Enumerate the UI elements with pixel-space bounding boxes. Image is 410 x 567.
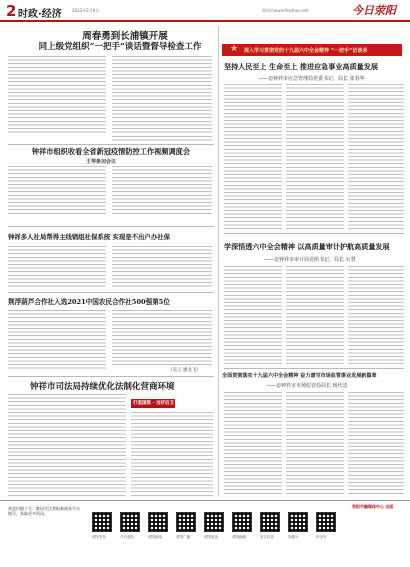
right-article2-subtitle: ——访钟祥市审计局党组书记、局长 石慧 — [264, 257, 356, 263]
qr-code[interactable] — [120, 512, 140, 532]
article3-title: 钟祥多人社局帮得主线销组社保系统 实现是不出户办社保 — [8, 233, 170, 241]
qr-code[interactable] — [92, 512, 112, 532]
divider — [224, 368, 404, 369]
right-article1-col2 — [286, 84, 344, 230]
right-article1-col1 — [224, 84, 282, 230]
qr-code[interactable] — [260, 512, 280, 532]
star-icon: ★ — [230, 44, 239, 54]
header-website: 郑州市www.fenzhou.net — [262, 8, 309, 13]
article2-body-col2 — [112, 166, 212, 216]
right-article1-subtitle: ——访钟祥市应急管理局党委书记、局长 张春华 — [258, 76, 365, 82]
footer-note: 欢迎扫描下方二维码关注荥阳新闻各平台账号，获取更多资讯。 — [8, 506, 80, 516]
article1-body-col1 — [8, 56, 106, 134]
article4-byline: （吴云 廖龙飞） — [168, 368, 201, 373]
article5-body-col2 — [131, 412, 213, 496]
right-article2-col3 — [348, 266, 404, 366]
article1-body-tail — [112, 136, 212, 142]
qr-label: 今日荥阳 — [120, 535, 134, 539]
article2-subtitle: 王琴参加会议 — [86, 159, 117, 165]
divider — [224, 233, 404, 234]
publisher-text: 荥阳市融媒体中心 出版 — [352, 504, 394, 509]
qr-label: 视频号 — [288, 535, 299, 539]
qr-code[interactable] — [232, 512, 252, 532]
qr-code[interactable] — [176, 512, 196, 532]
divider — [8, 226, 214, 227]
qr-code[interactable] — [316, 512, 336, 532]
article1-title-line2: 同上级党组织“一把手”谈话暨督导检查工作 — [38, 42, 202, 52]
qr-label: 荥阳新闻 — [148, 535, 162, 539]
qr-code[interactable] — [148, 512, 168, 532]
page-number: 2 — [6, 2, 17, 20]
page-header — [0, 0, 410, 22]
article4-title: 荆浮葫芦合作社入选2021中国农民合作社500强第5位 — [8, 298, 170, 306]
article3-body-col2 — [112, 246, 212, 288]
right-article2-col1 — [224, 266, 282, 366]
qr-label: 荥阳电视 — [204, 535, 218, 539]
article3-body-col1 — [8, 246, 106, 288]
right-article2-title: 学深悟透六中全会精神 以高质量审计护航高质量发展 — [224, 242, 390, 251]
divider — [8, 144, 214, 145]
publisher-info — [352, 504, 393, 510]
slogan-text: 打造国悠 · 当好后卫 担当尽呼 — [133, 401, 194, 406]
article1-title-line1: 周春勇到长浦镇开展 — [82, 31, 168, 42]
section-name: 时政·经济 — [18, 9, 62, 20]
article4-body-col2 — [112, 310, 212, 366]
article2-body-col1 — [8, 166, 106, 216]
divider — [8, 376, 214, 377]
qr-code[interactable] — [288, 512, 308, 532]
qr-label: 快手号 — [316, 535, 327, 539]
article5-body-col1 — [8, 394, 126, 496]
article1-body-col2 — [112, 56, 212, 134]
right-article3-col1 — [224, 392, 282, 496]
newspaper-logo: 今日荥阳 — [352, 4, 396, 17]
article5-title: 钟祥市司法局持续优化法制化营商环境 — [30, 382, 175, 392]
right-article3-col2 — [286, 392, 344, 496]
article4-body-col1 — [8, 310, 106, 370]
qr-code[interactable] — [204, 512, 224, 532]
right-article3-col3 — [348, 392, 404, 496]
right-article2-col2 — [286, 266, 344, 366]
banner-text: 深入学习贯彻党的十九届六中全会精神 “一把手”访谈录 — [244, 48, 368, 54]
issue-date: 2023年2月8日 — [72, 8, 100, 13]
qr-label: 荥阳发布 — [92, 535, 106, 539]
qr-label: 荥阳融媒 — [232, 535, 246, 539]
right-article1-col3 — [348, 84, 404, 230]
column-divider — [218, 26, 219, 496]
divider — [8, 292, 214, 293]
article2-title: 钟祥市组织收看全省新冠疫情防控工作视频调度会 — [31, 147, 191, 156]
qr-label: 荥阳广播 — [176, 535, 190, 539]
right-article3-title: 全面贯彻落实十九届六中全会精神 奋力谱写市场监管事业发展新篇章 — [222, 373, 377, 379]
right-article1-title: 坚持人民至上 生命至上 推进应急事业高质量发展 — [224, 62, 378, 71]
right-article3-subtitle: ——访钟祥市市场监管局局长 杨代忠 — [266, 383, 348, 389]
qr-label: 官方抖音 — [260, 535, 274, 539]
